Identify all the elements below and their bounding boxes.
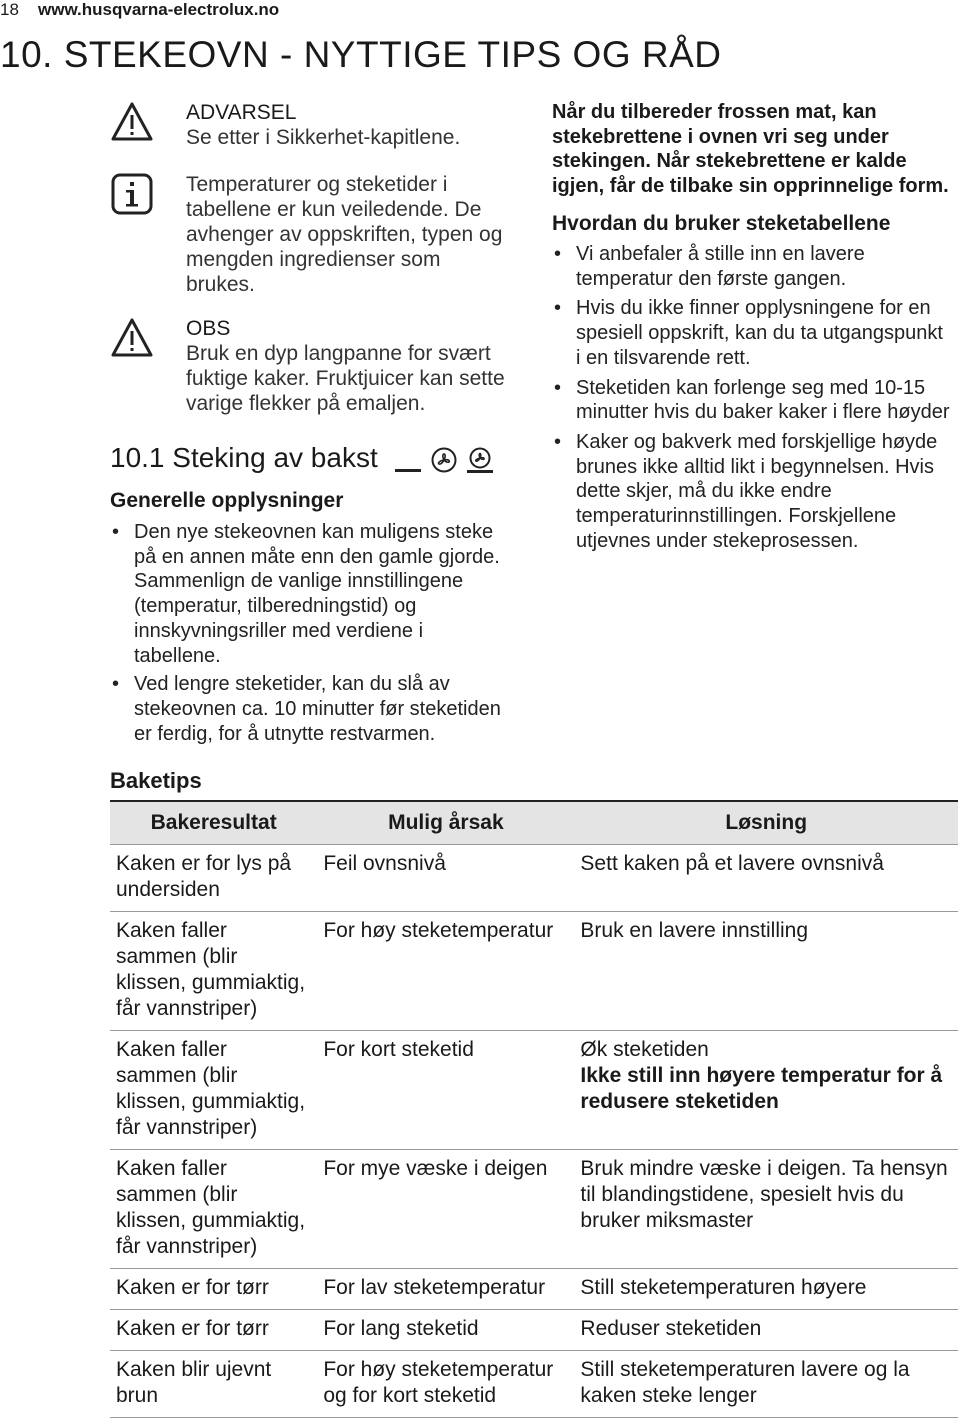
solution-cell: Bruk mindre væske i deigen. Ta hensyn til blandingstidene, spesielt hvis du bruker miksmaster bbox=[574, 1150, 958, 1269]
table-row bbox=[110, 1310, 958, 1351]
solution-cell: Still steketemperaturen lavere og la kaken steke lenger bbox=[574, 1351, 958, 1418]
result-cell: Kaken faller sammen (blir klissen, gummiaktig, får vannstriper) bbox=[110, 1031, 317, 1150]
column-header: Mulig årsak bbox=[317, 801, 574, 845]
baketips-heading: Baketips bbox=[110, 768, 202, 793]
column-header: Bakeresultat bbox=[110, 801, 317, 845]
section-title-text: 10.1 Steking av bakst bbox=[110, 442, 378, 473]
solution-strong-text: Ikke still inn høyere temperatur for å redusere steketiden bbox=[580, 1064, 943, 1113]
warning-triangle-icon bbox=[110, 100, 154, 144]
bottom-heat-icon bbox=[394, 446, 422, 474]
warning-triangle-icon bbox=[110, 316, 154, 360]
tables-heading: Hvordan du bruker steketabellene bbox=[552, 212, 891, 235]
cause-cell: For høy steketemperatur bbox=[317, 912, 574, 1031]
warning-title: ADVARSEL bbox=[186, 101, 297, 124]
solution-cell: Sett kaken på et lavere ovnsnivå bbox=[574, 845, 958, 912]
solution-cell: Still steketemperaturen høyere bbox=[574, 1269, 958, 1310]
page-number: 18 bbox=[0, 0, 19, 19]
section-title bbox=[110, 442, 494, 474]
result-cell: Kaken er for tørr bbox=[110, 1269, 317, 1310]
result-cell: Kaken faller sammen (blir klissen, gummiaktig, får vannstriper) bbox=[110, 1150, 317, 1269]
list-item: • Kaker og bakverk med forskjellige høyde brunes ikke alltid likt i begynnelsen. Hvis dette skjer, må du ikke endre temperaturinnstillingen. Forskjellene utjevnes under stekeprosessen. bbox=[552, 430, 952, 554]
list-item: • Steketiden kan forlenge seg med 10-15 minutter hvis du baker kaker i flere høyder bbox=[552, 376, 952, 425]
fan-bottom-heat-icon bbox=[466, 446, 494, 474]
cause-cell: For høy steketemperatur og for kort steketid bbox=[317, 1351, 574, 1418]
table-row bbox=[110, 1269, 958, 1310]
result-cell: Kaken er for lys på undersiden bbox=[110, 845, 317, 912]
general-bullet-list bbox=[110, 520, 514, 746]
list-item: • Vi anbefaler å stille inn en lavere temperatur den første gangen. bbox=[552, 242, 952, 291]
caution-text: Bruk en dyp langpanne for svært fuktige kaker. Fruktjuicer kan sette varige flekker på emaljen. bbox=[186, 342, 505, 415]
baketips-table bbox=[110, 800, 958, 1418]
info-icon bbox=[110, 172, 154, 216]
warning-text: Se etter i Sikkerhet-kapitlene. bbox=[186, 126, 461, 149]
result-cell: Kaken er for tørr bbox=[110, 1310, 317, 1351]
fan-ring-heat-icon bbox=[430, 446, 458, 474]
cause-cell: Feil ovnsnivå bbox=[317, 845, 574, 912]
table-row bbox=[110, 1351, 958, 1418]
table-header-row bbox=[110, 801, 958, 845]
result-cell: Kaken faller sammen (blir klissen, gummiaktig, får vannstriper) bbox=[110, 912, 317, 1031]
solution-cell bbox=[574, 1031, 958, 1150]
caution-note bbox=[186, 316, 506, 416]
warning-note bbox=[186, 100, 506, 150]
solution-cell: Bruk en lavere innstilling bbox=[574, 912, 958, 1031]
table-row bbox=[110, 1150, 958, 1269]
list-item: • Ved lengre steketider, kan du slå av stekeovnen ca. 10 minutter før steketiden er ferdig, for å utnytte restvarmen. bbox=[110, 672, 514, 746]
table-row bbox=[110, 912, 958, 1031]
table-row bbox=[110, 845, 958, 912]
right-column bbox=[552, 100, 952, 553]
result-cell: Kaken blir ujevnt brun bbox=[110, 1351, 317, 1418]
solution-cell: Reduser steketiden bbox=[574, 1310, 958, 1351]
list-item: • Den nye stekeovnen kan muligens steke på en annen måte enn den gamle gjorde. Sammenlign de vanlige innstillingene (temperatur, tilberedningstid) og innskyvningsriller med verdiene i tabellene. bbox=[110, 520, 514, 668]
cause-cell: For lav steketemperatur bbox=[317, 1269, 574, 1310]
cause-cell: For mye væske i deigen bbox=[317, 1150, 574, 1269]
cause-cell: For lang steketid bbox=[317, 1310, 574, 1351]
column-header: Løsning bbox=[574, 801, 958, 845]
chapter-title: 10. STEKEOVN - NYTTIGE TIPS OG RÅD bbox=[0, 34, 722, 75]
caution-title: OBS bbox=[186, 317, 231, 340]
table-row bbox=[110, 1031, 958, 1150]
tables-bullet-list bbox=[552, 242, 952, 553]
cause-cell: For kort steketid bbox=[317, 1031, 574, 1150]
solution-text: Øk steketiden bbox=[580, 1038, 709, 1061]
info-note: Temperaturer og steketider i tabellene er kun veiledende. De avhenger av oppskriften, typen og mengden ingredienser som brukes. bbox=[186, 173, 503, 296]
header-url: www.husqvarna-electrolux.no bbox=[38, 0, 280, 19]
frozen-food-note: Når du tilbereder frossen mat, kan stekebrettene i ovnen vri seg under stekingen. Når stekebrettene er kalde igjen, får de tilbake sin opprinnelige form. bbox=[552, 101, 949, 197]
list-item: • Hvis du ikke finner opplysningene for en spesiell oppskrift, kan du ta utgangspunkt i en tilsvarende rett. bbox=[552, 296, 952, 370]
general-heading: Generelle opplysninger bbox=[110, 489, 344, 512]
